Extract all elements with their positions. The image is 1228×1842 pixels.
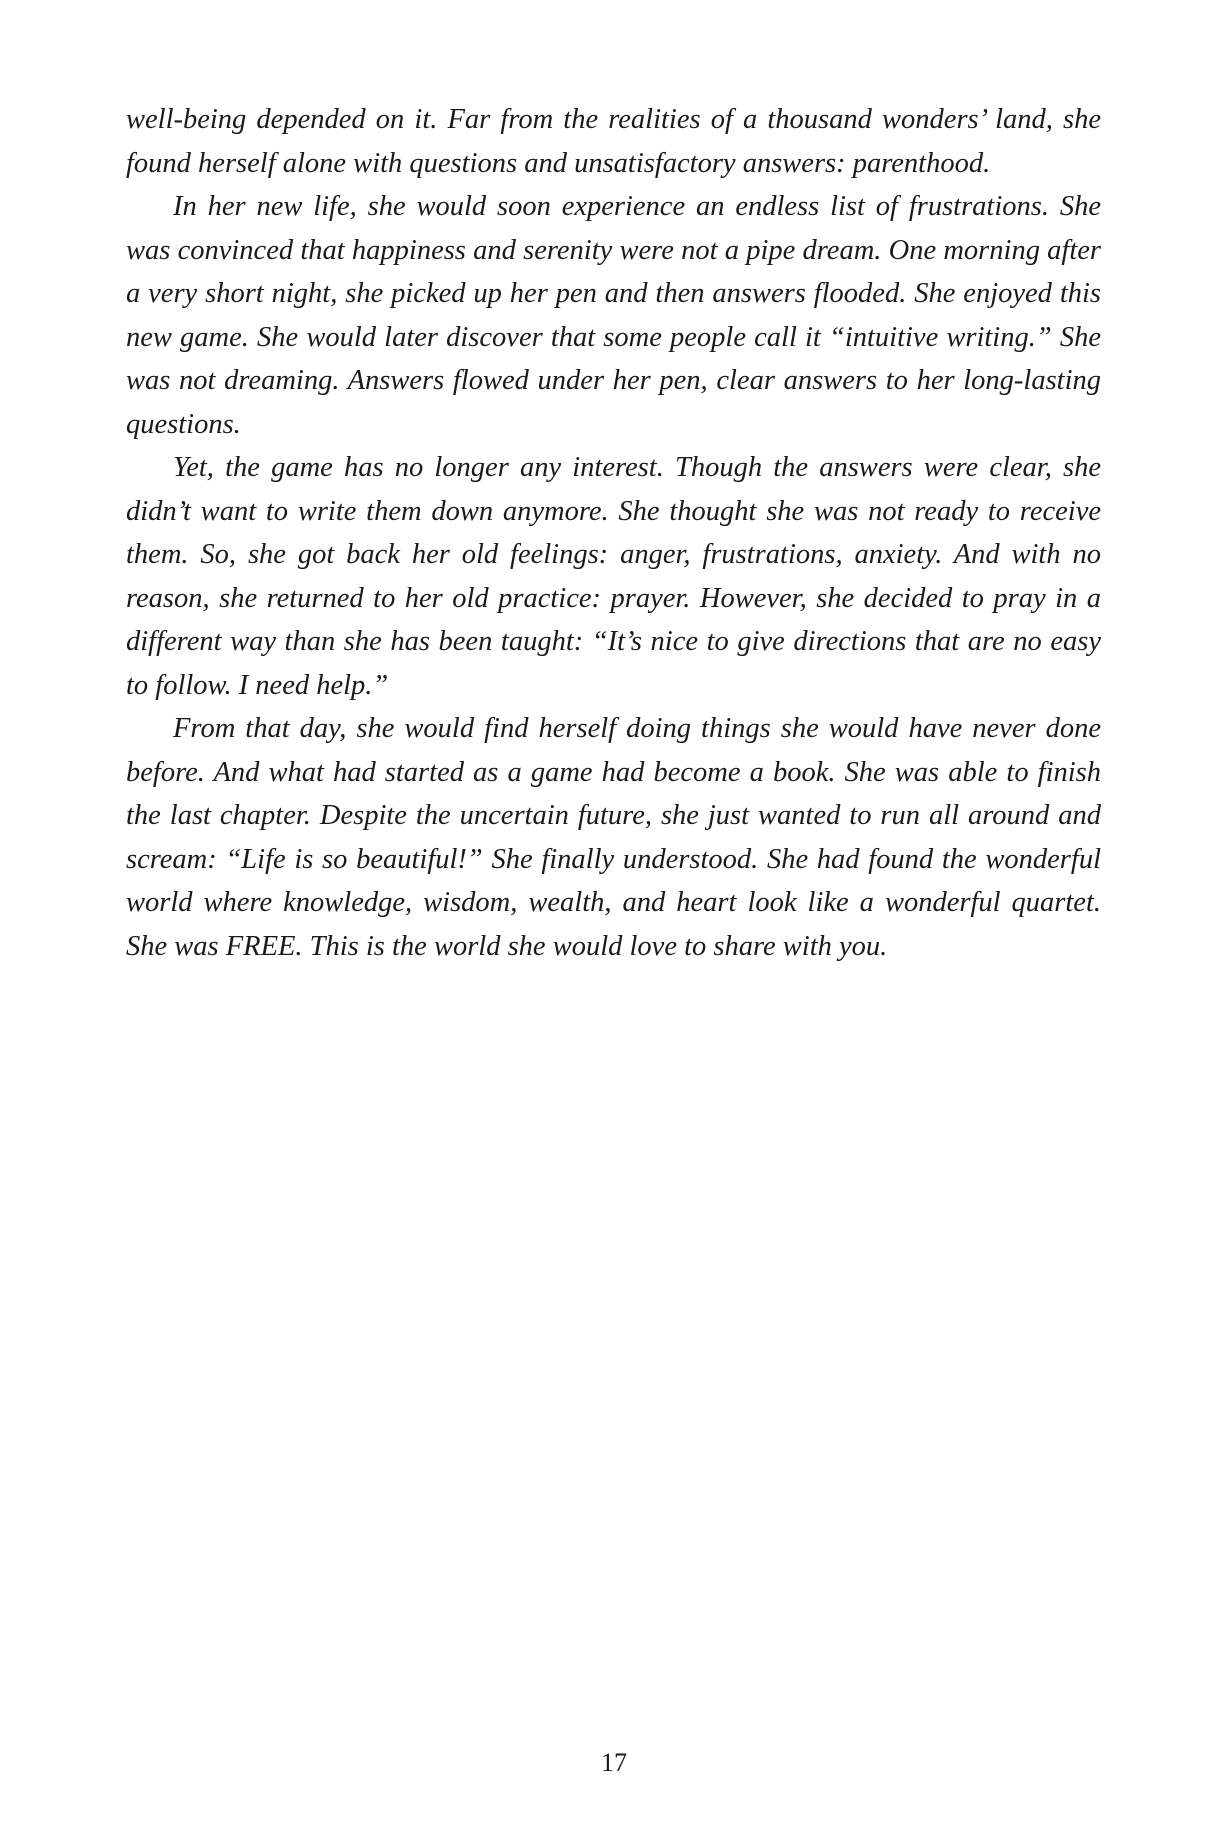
paragraph-new-life: In her new life, she would soon experience an endless list of frustrations. She was convinced that happiness and serenity were not a pipe dream. One morning after a very short night, she picked up her pen and then answers flooded. She enjoyed this new game. She would later discover that some people call it “intuitive writing.” She was not dreaming. Answers flowed under her pen, clear answers to her long-lasting questions. bbox=[126, 191, 1101, 440]
paragraph-from-that-day: From that day, she would find herself doing things she would have never done before. And what had started as a game had become a book. She was able to finish the last chapter. Despite the uncertain future, she just wanted to run all around and scream: “Life is so beautiful!” She finally understood. She had found the wonderful world where knowledge, wisdom, wealth, and heart look like a wonderful quartet. She was FREE. This is the world she would love to share with you. bbox=[126, 713, 1101, 962]
paragraph-continued: well-being depended on it. Far from the realities of a thousand wonders’ land, she found herself alone with questions and unsatisfactory answers: parenthood. bbox=[126, 104, 1101, 179]
paragraph-game-no-interest: Yet, the game has no longer any interest. Though the answers were clear, she didn’t want to write them down anymore. She thought she was not ready to receive them. So, she got back her old feelings: anger, frustrations, anxiety. And with no reason, she returned to her old practice: prayer. However, she decided to pray in a different way than she has been taught: “It’s nice to give directions that are no easy to follow. I need help.” bbox=[126, 452, 1101, 701]
page-number: 17 bbox=[601, 1748, 627, 1777]
body-text bbox=[126, 98, 1101, 968]
